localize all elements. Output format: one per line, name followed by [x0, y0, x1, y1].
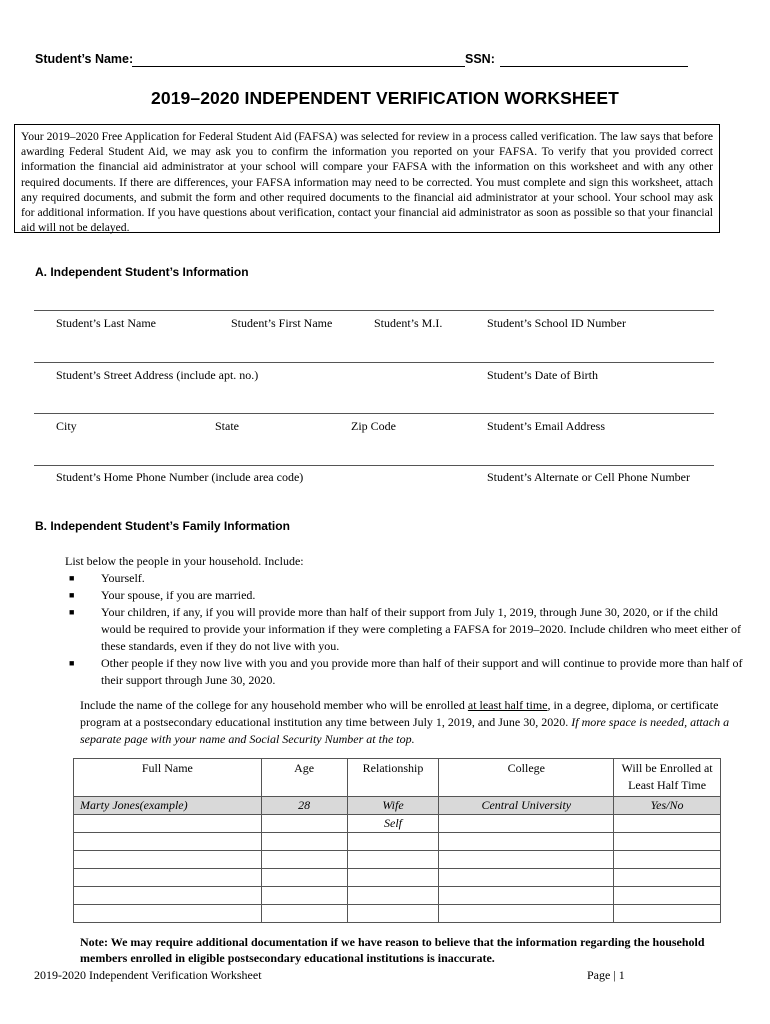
college-cell[interactable] [439, 851, 614, 869]
alt-phone-label: Student’s Alternate or Cell Phone Number [487, 470, 690, 484]
table-row [74, 869, 721, 887]
student-name-field[interactable] [132, 66, 465, 67]
age-cell[interactable] [261, 815, 347, 833]
name-cell[interactable] [74, 833, 262, 851]
table-row [74, 905, 721, 923]
name-cell[interactable] [74, 815, 262, 833]
last-name-label: Student’s Last Name [56, 316, 156, 330]
relationship-cell[interactable] [347, 887, 439, 905]
col-age: Age [261, 759, 347, 797]
half-time-cell[interactable] [614, 905, 721, 923]
example-relationship: Wife [347, 797, 439, 815]
table-row [74, 815, 721, 833]
middle-initial-label: Student’s M.I. [374, 316, 443, 330]
college-cell[interactable] [439, 905, 614, 923]
table-header-row [74, 759, 721, 797]
table-row [74, 851, 721, 869]
row2-input-line[interactable] [34, 362, 714, 363]
state-label: State [215, 419, 239, 433]
table-row [74, 833, 721, 851]
documentation-note: Note: We may require additional documentation if we have reason to believe that the information regarding the household members enrolled in eligible postsecondary educational institutions is inaccurate. [80, 935, 705, 965]
square-bullet-icon: ■ [69, 658, 75, 668]
intro-text: Your 2019–2020 Free Application for Federal Student Aid (FAFSA) was selected for review in a process called verification. The law says that before awarding Federal Student Aid, we may ask you to confirm the information you reported on your FAFSA. To verify that you provided correct information the financial aid administrator at your school will compare your FAFSA with the information on this worksheet and with any other required documents. If there are differences, your FAFSA information may need to be corrected. You must complete and sign this worksheet, attach any required documents, and submit the form and other required documents to the financial aid administrator at your school. Your school may ask for additional information. If you have questions about verification, contact your financial aid administrator as soon as possible so that your financial aid will not be delayed. [21, 130, 713, 235]
section-b-heading: B. Independent Student’s Family Information [35, 519, 290, 533]
school-id-label: Student’s School ID Number [487, 316, 626, 330]
row4-input-line[interactable] [34, 465, 714, 466]
city-label: City [56, 419, 77, 433]
zip-code-label: Zip Code [351, 419, 396, 433]
college-cell[interactable] [439, 815, 614, 833]
home-phone-label: Student’s Home Phone Number (include area code) [56, 470, 304, 484]
age-cell[interactable] [261, 833, 347, 851]
list-item: ■ Yourself. [69, 571, 145, 585]
square-bullet-icon: ■ [69, 573, 75, 583]
name-cell[interactable] [74, 887, 262, 905]
half-time-cell[interactable] [614, 833, 721, 851]
intro-box [14, 124, 720, 233]
example-row [74, 797, 721, 815]
relationship-cell[interactable] [347, 869, 439, 887]
age-cell[interactable] [261, 869, 347, 887]
street-address-label: Student’s Street Address (include apt. no.) [56, 368, 259, 382]
relationship-cell[interactable] [347, 851, 439, 869]
table-row [74, 887, 721, 905]
date-of-birth-label: Student’s Date of Birth [487, 368, 598, 382]
household-list-intro: List below the people in your household. Include: [65, 554, 304, 568]
section-a-heading: A. Independent Student’s Information [35, 265, 249, 279]
example-name: Marty Jones(example) [74, 797, 262, 815]
example-half-time: Yes/No [614, 797, 721, 815]
list-item: ■ Your children, if any, if you will provide more than half of their support from July 1, 2019, through June 30, 2020, or if the child would be required to provide your information if they were completing a FAFSA for 2019–2020. Include children who meet either of these standards, even if they do not live with you. [69, 605, 741, 653]
college-instructions: Include the name of the college for any household member who will be enrolled at least half time, in a degree, diploma, or certificate program at a postsecondary educational institution any time between July 1, 2019, and June 30, 2020. If more space is needed, attach a separate page with your name and Social Security Number at the top. [80, 698, 730, 746]
half-time-cell[interactable] [614, 887, 721, 905]
college-cell[interactable] [439, 869, 614, 887]
col-relationship: Relationship [347, 759, 439, 797]
example-age: 28 [261, 797, 347, 815]
square-bullet-icon: ■ [69, 607, 75, 617]
relationship-cell[interactable] [347, 833, 439, 851]
college-cell[interactable] [439, 833, 614, 851]
household-table [73, 758, 721, 923]
col-full-name: Full Name [74, 759, 262, 797]
age-cell[interactable] [261, 851, 347, 869]
footer-title: 2019-2020 Independent Verification Worksheet [34, 968, 262, 982]
half-time-cell[interactable] [614, 869, 721, 887]
row1-input-line[interactable] [34, 310, 714, 311]
square-bullet-icon: ■ [69, 590, 75, 600]
half-time-emphasis: at least half time [467, 698, 548, 712]
page-title: 2019–2020 INDEPENDENT VERIFICATION WORKSHEET [151, 88, 619, 108]
col-college: College [439, 759, 614, 797]
col-half-time: Will be Enrolled at Least Half Time [614, 759, 721, 797]
list-item: ■ Other people if they now live with you and you provide more than half of their support and will continue to provide more than half of their support through June 30, 2020. [69, 656, 743, 687]
name-cell[interactable] [74, 869, 262, 887]
age-cell[interactable] [261, 905, 347, 923]
first-name-label: Student’s First Name [231, 316, 333, 330]
name-cell[interactable] [74, 851, 262, 869]
half-time-cell[interactable] [614, 815, 721, 833]
row3-input-line[interactable] [34, 413, 714, 414]
list-item: ■ Your spouse, if you are married. [69, 588, 256, 602]
half-time-cell[interactable] [614, 851, 721, 869]
ssn-label: SSN: [465, 52, 495, 66]
relationship-cell[interactable] [347, 905, 439, 923]
college-cell[interactable] [439, 887, 614, 905]
household-list [65, 553, 743, 689]
page-number: Page | 1 [587, 968, 625, 982]
name-cell[interactable] [74, 905, 262, 923]
ssn-field[interactable] [500, 66, 688, 67]
example-college: Central University [439, 797, 614, 815]
age-cell[interactable] [261, 887, 347, 905]
email-label: Student’s Email Address [487, 419, 605, 433]
relationship-cell: Self [347, 815, 439, 833]
student-name-label: Student’s Name: [35, 52, 134, 66]
extra-space-note: If more space is needed, attach a separate page with your name and Social Security Number at the top. [80, 715, 730, 746]
